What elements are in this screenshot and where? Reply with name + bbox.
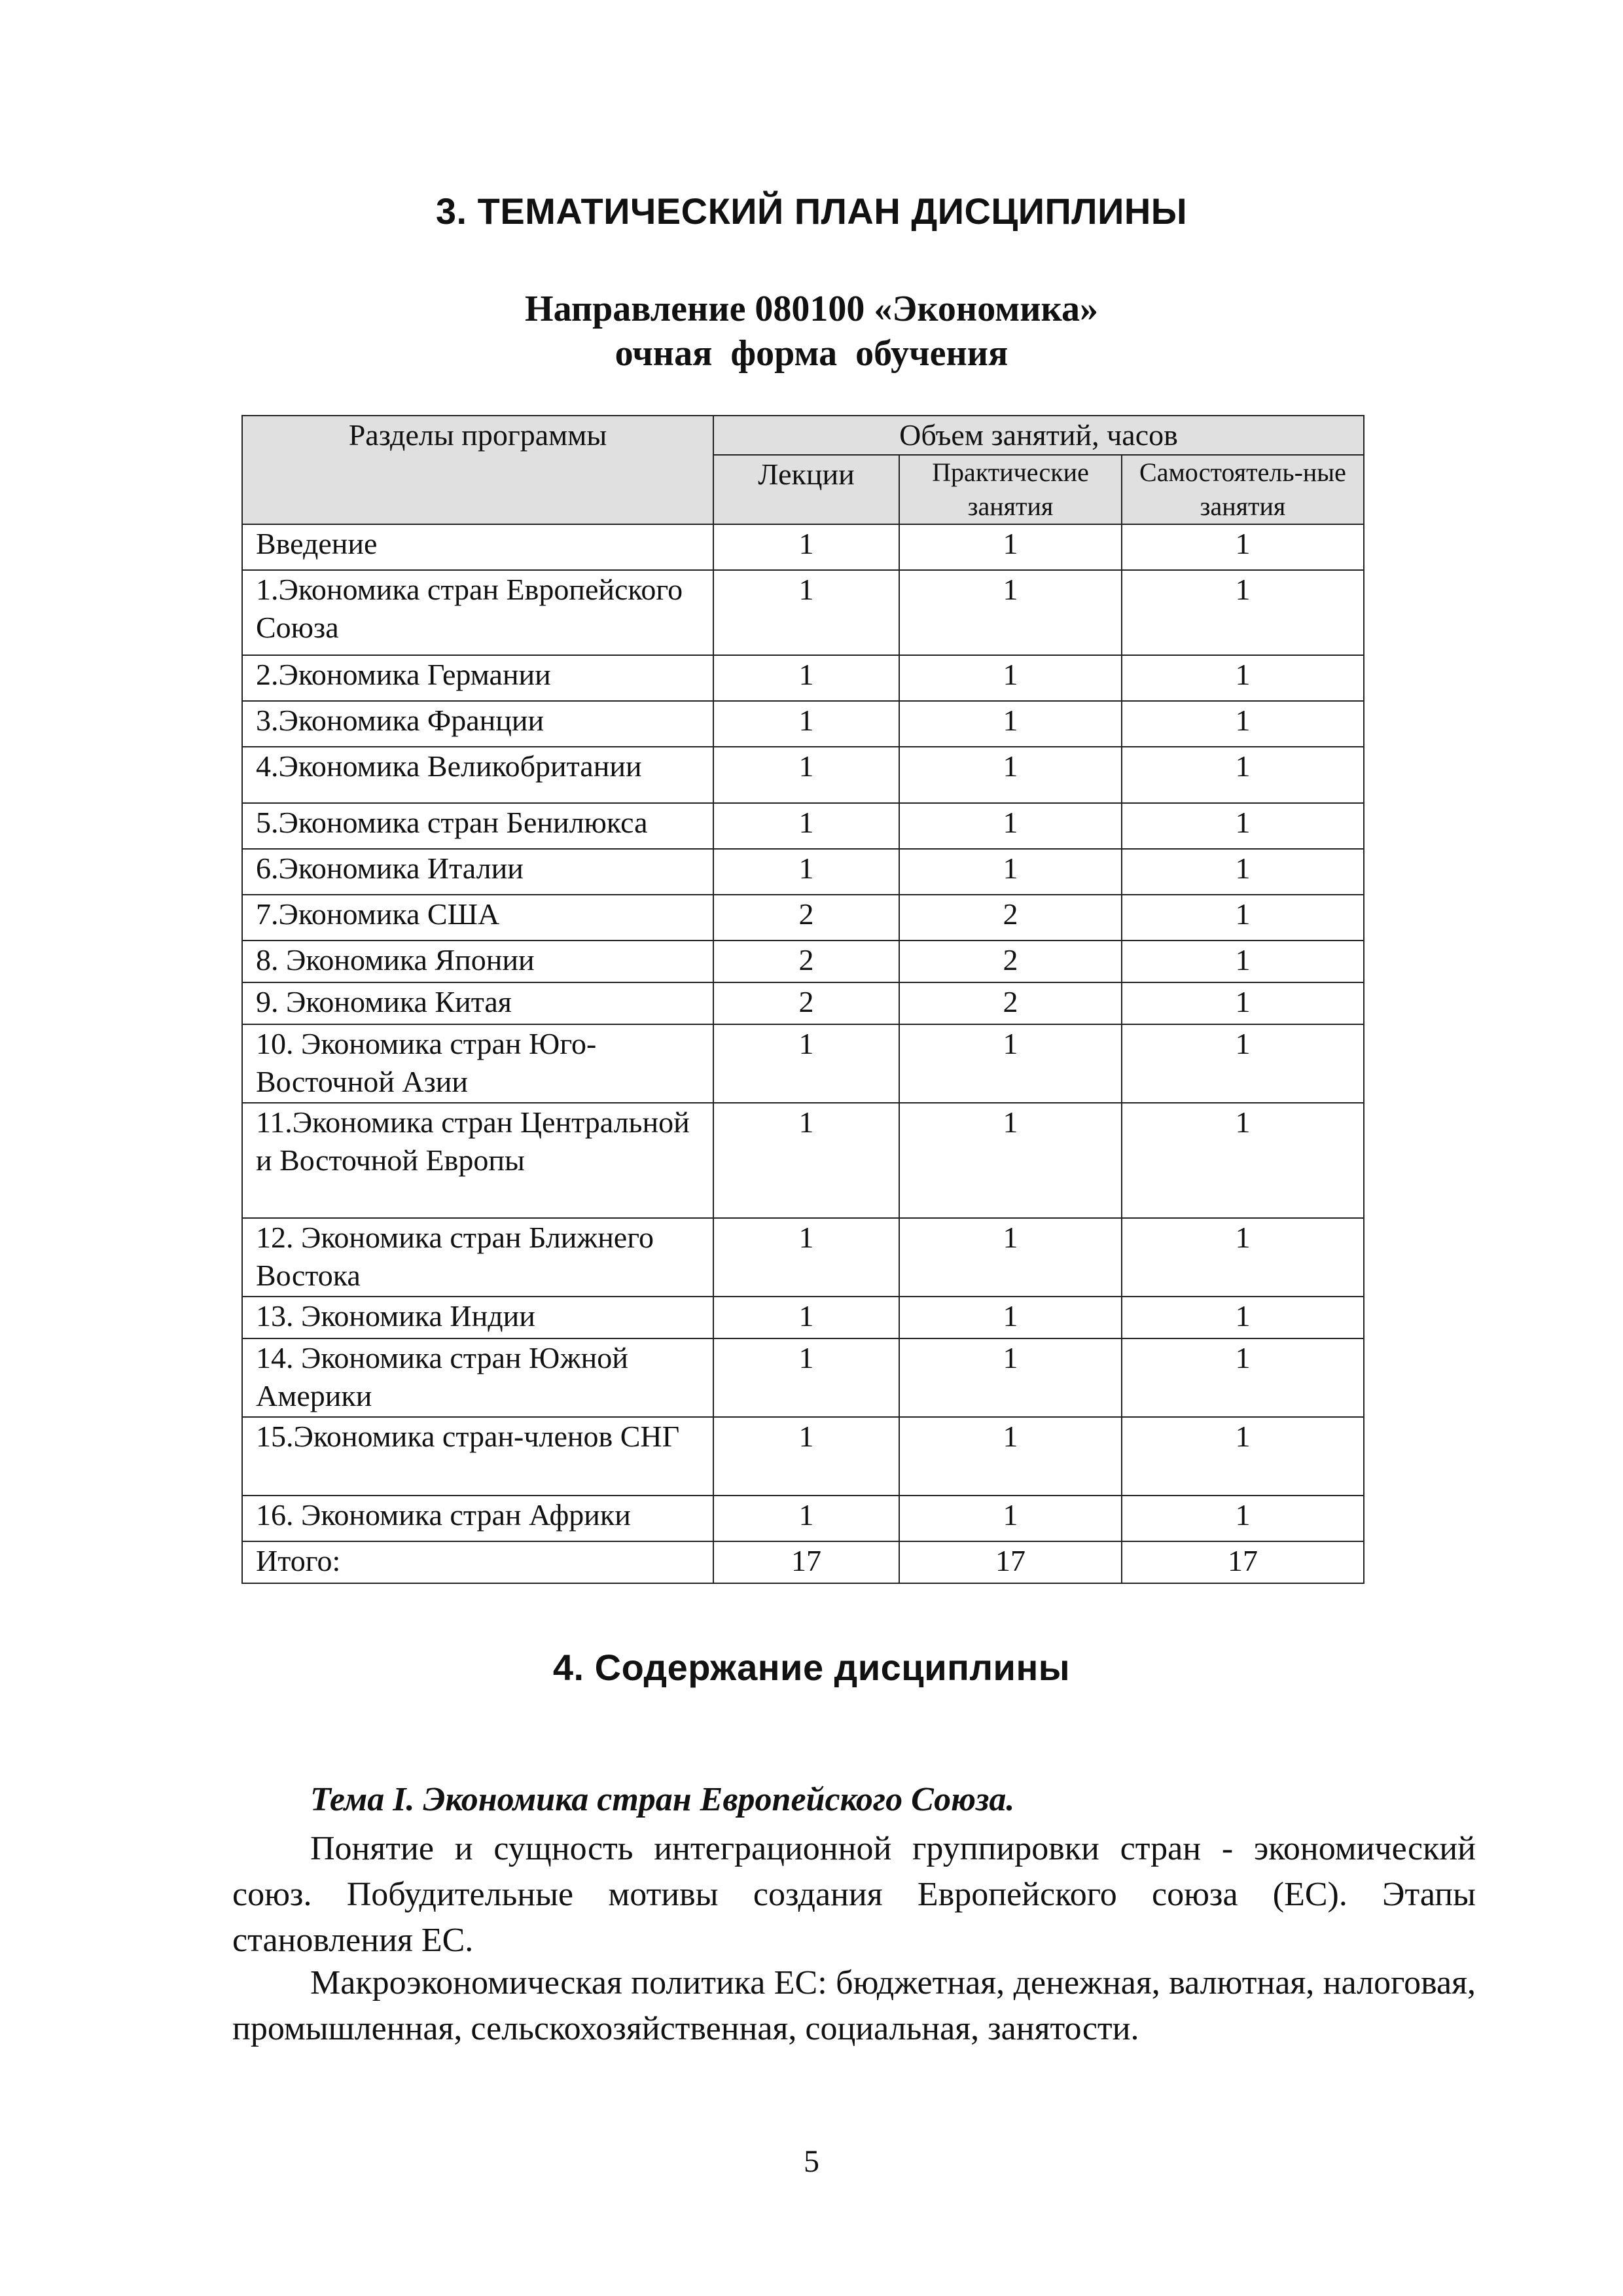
header-independent: Самостоятель-ные занятия <box>1122 455 1364 524</box>
row-section-name: 16. Экономика стран Африки <box>242 1496 713 1541</box>
row-lectures: 1 <box>713 1103 899 1218</box>
row-lectures: 1 <box>713 524 899 570</box>
table-row <box>242 941 1364 982</box>
row-section-name: 1.Экономика стран Европейского Союза <box>242 570 713 655</box>
table-total-row <box>242 1541 1364 1583</box>
row-section-name: 2.Экономика Германии <box>242 655 713 701</box>
table-row <box>242 895 1364 941</box>
paragraph-1: Понятие и сущность интеграционной группировки стран - экономический союз. Побудительные мотивы создания Европейского союза (ЕС). Этапы становления ЕС. <box>232 1830 1476 1959</box>
row-independent: 1 <box>1122 701 1364 747</box>
row-practical: 1 <box>899 1024 1122 1103</box>
row-lectures: 1 <box>713 1417 899 1496</box>
row-section-name: 3.Экономика Франции <box>242 701 713 747</box>
row-practical: 1 <box>899 1417 1122 1496</box>
table-row <box>242 1496 1364 1541</box>
row-section-name: 9. Экономика Китая <box>242 982 713 1024</box>
row-practical: 1 <box>899 747 1122 803</box>
row-lectures: 1 <box>713 849 899 895</box>
section-4-title: 4. Содержание дисциплины <box>552 1647 1071 1688</box>
row-section-name: 13. Экономика Индии <box>242 1297 713 1338</box>
row-practical: 1 <box>899 1496 1122 1541</box>
row-lectures: 1 <box>713 570 899 655</box>
header-volume: Объем занятий, часов <box>713 416 1364 455</box>
table-row <box>242 1417 1364 1496</box>
row-independent: 1 <box>1122 570 1364 655</box>
table-row <box>242 982 1364 1024</box>
row-independent: 1 <box>1122 1496 1364 1541</box>
row-section-name: 5.Экономика стран Бенилюкса <box>242 803 713 849</box>
row-practical: 2 <box>899 895 1122 941</box>
table-row <box>242 570 1364 655</box>
row-section-name: 11.Экономика стран Центральной и Восточной Европы <box>242 1103 713 1218</box>
row-lectures: 2 <box>713 941 899 982</box>
study-form-heading: очная форма обучения <box>615 333 1008 374</box>
page-number: 5 <box>804 2144 819 2179</box>
row-independent: 1 <box>1122 849 1364 895</box>
row-practical: 1 <box>899 524 1122 570</box>
row-independent: 17 <box>1122 1541 1364 1583</box>
row-section-name: 7.Экономика США <box>242 895 713 941</box>
thematic-plan-table <box>241 415 1364 1584</box>
row-lectures: 17 <box>713 1541 899 1583</box>
table-row <box>242 1024 1364 1103</box>
row-section-name: 15.Экономика стран-членов СНГ <box>242 1417 713 1496</box>
header-lectures: Лекции <box>713 455 899 524</box>
row-practical: 17 <box>899 1541 1122 1583</box>
row-practical: 2 <box>899 941 1122 982</box>
row-independent: 1 <box>1122 524 1364 570</box>
table-row <box>242 524 1364 570</box>
table-body <box>242 524 1364 1583</box>
row-practical: 1 <box>899 803 1122 849</box>
row-independent: 1 <box>1122 941 1364 982</box>
row-lectures: 1 <box>713 701 899 747</box>
row-independent: 1 <box>1122 982 1364 1024</box>
row-independent: 1 <box>1122 1417 1364 1496</box>
table-row <box>242 1338 1364 1417</box>
row-section-name: 6.Экономика Италии <box>242 849 713 895</box>
row-lectures: 1 <box>713 1218 899 1297</box>
row-practical: 1 <box>899 655 1122 701</box>
row-independent: 1 <box>1122 1103 1364 1218</box>
row-practical: 1 <box>899 1297 1122 1338</box>
row-independent: 1 <box>1122 1024 1364 1103</box>
row-lectures: 2 <box>713 982 899 1024</box>
row-independent: 1 <box>1122 655 1364 701</box>
row-practical: 1 <box>899 1218 1122 1297</box>
row-independent: 1 <box>1122 1297 1364 1338</box>
row-independent: 1 <box>1122 803 1364 849</box>
row-independent: 1 <box>1122 747 1364 803</box>
direction-heading: Направление 080100 «Экономика» <box>525 289 1098 329</box>
row-lectures: 1 <box>713 655 899 701</box>
row-section-name: 8. Экономика Японии <box>242 941 713 982</box>
table-row <box>242 849 1364 895</box>
row-lectures: 1 <box>713 1024 899 1103</box>
header-practical: Практические занятия <box>899 455 1122 524</box>
row-section-name: Итого: <box>242 1541 713 1583</box>
row-practical: 1 <box>899 570 1122 655</box>
table-row <box>242 747 1364 803</box>
table-row <box>242 1297 1364 1338</box>
row-section-name: 12. Экономика стран Ближнего Востока <box>242 1218 713 1297</box>
row-practical: 1 <box>899 849 1122 895</box>
table-row <box>242 1103 1364 1218</box>
row-practical: 2 <box>899 982 1122 1024</box>
table-row <box>242 655 1364 701</box>
header-sections: Разделы программы <box>242 416 713 524</box>
row-independent: 1 <box>1122 1218 1364 1297</box>
table-row <box>242 1218 1364 1297</box>
row-section-name: 14. Экономика стран Южной Америки <box>242 1338 713 1417</box>
row-section-name: 10. Экономика стран Юго-Восточной Азии <box>242 1024 713 1103</box>
row-section-name: Введение <box>242 524 713 570</box>
row-lectures: 1 <box>713 747 899 803</box>
row-lectures: 2 <box>713 895 899 941</box>
row-lectures: 1 <box>713 1496 899 1541</box>
row-independent: 1 <box>1122 895 1364 941</box>
paragraph-2: Макроэкономическая политика ЕС: бюджетная, денежная, валютная, налоговая, промышленная, сельскохозяйственная, социальная, занятости. <box>232 1964 1476 2047</box>
row-lectures: 1 <box>713 1338 899 1417</box>
table-row <box>242 803 1364 849</box>
row-independent: 1 <box>1122 1338 1364 1417</box>
topic-title: Тема I. Экономика стран Европейского Союза. <box>310 1781 1015 1818</box>
row-practical: 1 <box>899 701 1122 747</box>
row-lectures: 1 <box>713 803 899 849</box>
row-practical: 1 <box>899 1103 1122 1218</box>
row-lectures: 1 <box>713 1297 899 1338</box>
table-row <box>242 701 1364 747</box>
row-practical: 1 <box>899 1338 1122 1417</box>
section-3-title: 3. ТЕМАТИЧЕСКИЙ ПЛАН ДИСЦИПЛИНЫ <box>435 190 1188 232</box>
row-section-name: 4.Экономика Великобритании <box>242 747 713 803</box>
